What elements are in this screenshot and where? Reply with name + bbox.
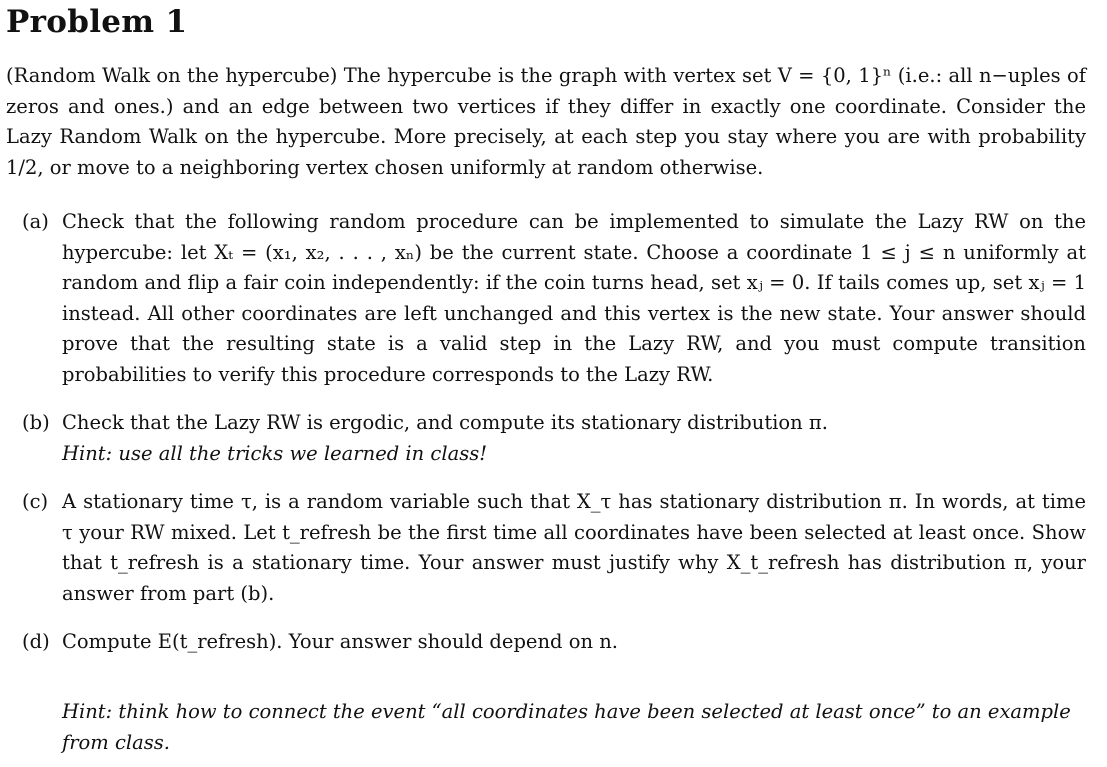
item-b [22, 408, 1086, 469]
problem-title: Problem 1 [6, 4, 188, 40]
item-d-text: Compute E(t_refresh). Your answer should depend on n. [62, 630, 618, 653]
item-a [22, 207, 1086, 390]
intro-paragraph: (Random Walk on the hypercube) The hypercube is the graph with vertex set V = {0, 1}ⁿ (i.e.: all n−uples of zeros and ones.) and an edge between two vertices if they differ in exactly one coordinate. Consider the Lazy Random Walk on the hypercube. More precisely, at each step you stay where you are with probability 1/2, or move to a neighboring vertex chosen uniformly at random otherwise. [6, 64, 1086, 179]
item-b-label: (b) [22, 411, 50, 434]
final-hint: Hint: think how to connect the event “all coordinates have been selected at least once” to an example from class. [62, 700, 1071, 754]
item-c-text: A stationary time τ, is a random variable such that X_τ has stationary distribution π. In words, at time τ your RW mixed. Let t_refresh be the first time all coordinates have been selected at least once. Show that t_refresh is a stationary time. Your answer must justify why X_t_refresh has distribution π, your answer from part (b). [62, 490, 1086, 605]
item-d-label: (d) [22, 630, 50, 653]
item-c-label: (c) [22, 490, 49, 513]
item-a-label: (a) [22, 210, 49, 233]
item-c [22, 487, 1086, 609]
item-a-text: Check that the following random procedure can be implemented to simulate the Lazy RW on the hypercube: let Xₜ = (x₁, x₂, . . . , xₙ) be the current state. Choose a coordinate 1 ≤ j ≤ n uniformly at random and flip a fair coin independently: if the coin turns head, set xⱼ = 0. If tails comes up, set xⱼ = 1 instead. All other coordinates are left unchanged and this vertex is the new state. Your answer should prove that the resulting state is a valid step in the Lazy RW, and you must compute transition probabilities to verify this procedure corresponds to the Lazy RW. [62, 210, 1086, 386]
item-b-hint: Hint: use all the tricks we learned in class! [62, 441, 488, 465]
item-d [22, 627, 1086, 658]
item-b-text: Check that the Lazy RW is ergodic, and compute its stationary distribution π. [62, 411, 828, 434]
